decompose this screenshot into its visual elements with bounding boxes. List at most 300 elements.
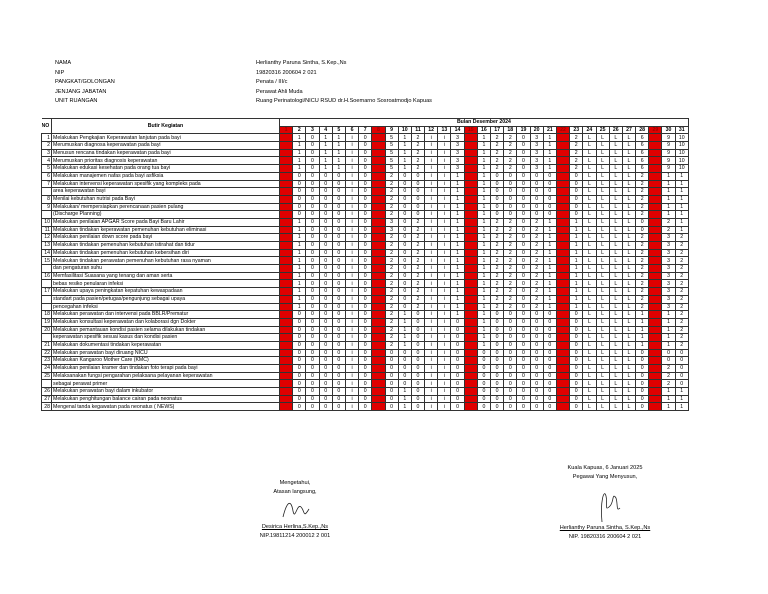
- day-value: i: [345, 218, 358, 226]
- day-value: 0: [517, 172, 530, 180]
- day-value: 1: [319, 134, 332, 142]
- day-value: 0: [319, 188, 332, 196]
- day-value: 1: [570, 249, 583, 257]
- day-value: 0: [543, 180, 556, 188]
- day-value: 3: [662, 272, 675, 280]
- activity-text: Menusun rencana tindakan keperawatan pada bayi: [52, 149, 280, 157]
- day-value: 0: [451, 334, 464, 342]
- day-value: 1: [293, 303, 306, 311]
- day-value: L: [609, 218, 622, 226]
- day-value: 0: [636, 226, 649, 234]
- day-value: 1: [451, 295, 464, 303]
- day-value: [464, 234, 477, 242]
- day-value: 0: [477, 403, 490, 411]
- day-value: 0: [319, 334, 332, 342]
- day-value: L: [622, 188, 635, 196]
- day-value: [556, 157, 569, 165]
- day-value: i: [438, 218, 451, 226]
- day-value: [464, 226, 477, 234]
- day-value: L: [583, 318, 596, 326]
- day-header: 7: [359, 126, 372, 134]
- day-value: 1: [398, 142, 411, 150]
- day-value: i: [425, 218, 438, 226]
- day-value: 0: [504, 211, 517, 219]
- day-value: [372, 234, 385, 242]
- day-value: 2: [411, 265, 424, 273]
- day-value: i: [425, 318, 438, 326]
- day-value: 1: [675, 180, 688, 188]
- day-value: [556, 388, 569, 396]
- day-value: 0: [517, 149, 530, 157]
- day-value: 0: [319, 203, 332, 211]
- day-value: [372, 134, 385, 142]
- day-value: L: [596, 280, 609, 288]
- day-value: 0: [293, 311, 306, 319]
- day-value: 1: [675, 395, 688, 403]
- day-value: 1: [293, 272, 306, 280]
- day-value: 1: [543, 295, 556, 303]
- day-value: L: [622, 203, 635, 211]
- day-value: 0: [332, 226, 345, 234]
- day-value: 0: [491, 311, 504, 319]
- activity-text: Melakukan manajemen nafas pada bayi asfiksia: [52, 172, 280, 180]
- table-row: [42, 395, 689, 403]
- day-value: 0: [398, 380, 411, 388]
- day-value: 0: [306, 142, 319, 150]
- day-value: 0: [675, 380, 688, 388]
- day-value: 10: [675, 134, 688, 142]
- day-value: 1: [570, 234, 583, 242]
- day-value: L: [583, 195, 596, 203]
- day-value: i: [425, 295, 438, 303]
- day-value: [280, 380, 293, 388]
- day-value: 2: [411, 149, 424, 157]
- day-value: 0: [477, 388, 490, 396]
- activity-text: Melakukan intervensi keperawatan spesifik yang kompleks pada: [52, 180, 280, 188]
- day-value: 0: [398, 272, 411, 280]
- day-value: 0: [293, 334, 306, 342]
- day-value: i: [438, 288, 451, 296]
- day-value: 0: [332, 188, 345, 196]
- day-value: 3: [530, 134, 543, 142]
- day-value: 0: [570, 211, 583, 219]
- day-value: [372, 388, 385, 396]
- day-value: [649, 334, 662, 342]
- day-value: 2: [504, 280, 517, 288]
- day-value: 10: [675, 165, 688, 173]
- day-value: 0: [319, 380, 332, 388]
- day-value: [649, 295, 662, 303]
- day-value: 0: [293, 326, 306, 334]
- day-value: 0: [306, 195, 319, 203]
- activity-text: Melakukan tindakan keperawatan pemenuhan kebutuhan eliminasi: [52, 226, 280, 234]
- table-row: [42, 249, 689, 257]
- day-value: [556, 357, 569, 365]
- day-value: L: [596, 349, 609, 357]
- day-value: 3: [662, 249, 675, 257]
- day-value: [556, 318, 569, 326]
- day-value: 1: [451, 288, 464, 296]
- day-value: [280, 265, 293, 273]
- day-value: 1: [477, 272, 490, 280]
- right-sig-line2: Pegawai Yang Menyusun,: [572, 474, 638, 480]
- day-value: [556, 211, 569, 219]
- day-value: i: [425, 365, 438, 373]
- day-value: 2: [662, 218, 675, 226]
- day-value: 2: [385, 195, 398, 203]
- day-value: i: [345, 341, 358, 349]
- day-value: L: [583, 395, 596, 403]
- day-value: [280, 326, 293, 334]
- day-value: 2: [504, 242, 517, 250]
- row-number: [42, 265, 52, 273]
- day-value: [649, 388, 662, 396]
- day-value: 1: [477, 265, 490, 273]
- day-value: i: [438, 149, 451, 157]
- day-value: i: [425, 249, 438, 257]
- day-value: 6: [636, 165, 649, 173]
- left-sig-name: Desirica Herlina,S.Kep.,Ns: [261, 524, 329, 530]
- day-value: [280, 311, 293, 319]
- day-value: L: [596, 380, 609, 388]
- day-value: 0: [306, 226, 319, 234]
- day-value: L: [583, 226, 596, 234]
- day-value: L: [583, 249, 596, 257]
- day-value: [649, 280, 662, 288]
- day-value: i: [425, 149, 438, 157]
- day-value: 5: [385, 165, 398, 173]
- day-value: 1: [293, 218, 306, 226]
- day-value: 2: [570, 142, 583, 150]
- day-value: L: [583, 288, 596, 296]
- day-value: L: [609, 226, 622, 234]
- day-value: 0: [517, 218, 530, 226]
- day-value: 0: [293, 195, 306, 203]
- day-value: 0: [398, 372, 411, 380]
- day-value: 0: [636, 349, 649, 357]
- day-value: 1: [636, 341, 649, 349]
- day-value: 0: [359, 280, 372, 288]
- day-value: [649, 365, 662, 373]
- day-value: 0: [319, 242, 332, 250]
- row-number: [42, 188, 52, 196]
- day-value: 2: [636, 272, 649, 280]
- day-value: 0: [319, 218, 332, 226]
- day-value: 2: [385, 211, 398, 219]
- day-value: 1: [662, 195, 675, 203]
- day-value: 0: [359, 211, 372, 219]
- day-value: 0: [543, 365, 556, 373]
- day-value: 2: [636, 257, 649, 265]
- day-value: 0: [332, 388, 345, 396]
- day-value: 5: [385, 157, 398, 165]
- day-value: i: [345, 172, 358, 180]
- day-value: 1: [543, 303, 556, 311]
- day-value: 2: [491, 234, 504, 242]
- row-number: 17: [42, 288, 52, 296]
- day-value: 0: [306, 326, 319, 334]
- day-value: 0: [543, 357, 556, 365]
- day-value: 0: [359, 372, 372, 380]
- day-value: L: [622, 280, 635, 288]
- day-value: 0: [411, 357, 424, 365]
- table-row: [42, 388, 689, 396]
- day-value: 0: [385, 380, 398, 388]
- day-value: 1: [477, 326, 490, 334]
- day-value: 0: [517, 188, 530, 196]
- day-value: 1: [636, 311, 649, 319]
- day-value: L: [622, 395, 635, 403]
- day-value: 0: [398, 218, 411, 226]
- day-value: [280, 257, 293, 265]
- day-value: 0: [359, 403, 372, 411]
- day-value: 0: [359, 165, 372, 173]
- day-value: [464, 326, 477, 334]
- day-value: 0: [359, 157, 372, 165]
- row-number: 13: [42, 242, 52, 250]
- day-value: 2: [411, 242, 424, 250]
- day-value: i: [425, 341, 438, 349]
- day-value: 5: [385, 149, 398, 157]
- day-value: L: [583, 272, 596, 280]
- day-value: [464, 372, 477, 380]
- day-value: 0: [306, 249, 319, 257]
- day-value: L: [596, 134, 609, 142]
- day-value: [464, 188, 477, 196]
- table-row: [42, 165, 689, 173]
- activity-text: bebas resiko penularan infeksi: [52, 280, 280, 288]
- day-value: 1: [293, 149, 306, 157]
- table-header-row-1: [42, 119, 689, 127]
- day-value: L: [583, 334, 596, 342]
- day-value: L: [596, 372, 609, 380]
- day-value: 1: [451, 234, 464, 242]
- day-value: 1: [293, 157, 306, 165]
- day-value: 0: [398, 265, 411, 273]
- day-value: 0: [385, 388, 398, 396]
- activity-text: Melakukan konsultasi keperawatan dan kolaborasi dgn Dokter: [52, 318, 280, 326]
- day-value: i: [425, 203, 438, 211]
- day-value: 2: [411, 234, 424, 242]
- day-value: 2: [675, 318, 688, 326]
- day-value: 0: [491, 334, 504, 342]
- day-value: 1: [543, 272, 556, 280]
- day-value: [372, 218, 385, 226]
- day-value: i: [345, 403, 358, 411]
- day-value: 0: [359, 218, 372, 226]
- day-value: 1: [477, 295, 490, 303]
- activity-text: Melakukan pemantauan kondisi pasien selama dilakukan tindakan: [52, 326, 280, 334]
- day-value: 2: [636, 180, 649, 188]
- day-value: i: [438, 365, 451, 373]
- day-value: 1: [477, 188, 490, 196]
- day-value: L: [609, 326, 622, 334]
- day-value: 0: [543, 388, 556, 396]
- day-value: 2: [491, 226, 504, 234]
- day-value: i: [345, 249, 358, 257]
- activity-text: Melakukan edukasi kesehatan pada orang tua bayi: [52, 165, 280, 173]
- day-value: [556, 326, 569, 334]
- day-value: 3: [530, 157, 543, 165]
- day-value: 0: [306, 303, 319, 311]
- day-value: 1: [293, 295, 306, 303]
- day-value: [280, 365, 293, 373]
- day-value: 0: [517, 249, 530, 257]
- day-value: 1: [543, 288, 556, 296]
- day-value: L: [622, 372, 635, 380]
- day-value: 0: [306, 203, 319, 211]
- day-value: 2: [411, 295, 424, 303]
- day-value: [372, 280, 385, 288]
- day-value: 1: [477, 234, 490, 242]
- day-value: 10: [675, 157, 688, 165]
- label-nama: NAMA: [55, 60, 72, 66]
- day-value: L: [583, 311, 596, 319]
- day-value: L: [609, 288, 622, 296]
- day-value: 0: [530, 395, 543, 403]
- day-value: 0: [293, 403, 306, 411]
- day-value: 1: [477, 157, 490, 165]
- day-value: L: [622, 172, 635, 180]
- day-value: [372, 203, 385, 211]
- day-value: 0: [411, 395, 424, 403]
- day-value: 3: [662, 265, 675, 273]
- day-value: 1: [332, 165, 345, 173]
- day-value: [464, 172, 477, 180]
- day-value: 0: [319, 341, 332, 349]
- day-value: 0: [411, 211, 424, 219]
- day-value: 0: [359, 349, 372, 357]
- day-value: 0: [530, 334, 543, 342]
- day-value: 2: [530, 265, 543, 273]
- day-value: i: [345, 211, 358, 219]
- day-value: 0: [332, 295, 345, 303]
- day-value: 0: [504, 334, 517, 342]
- day-value: 0: [293, 365, 306, 373]
- day-header: 6: [345, 126, 358, 134]
- day-value: 0: [359, 365, 372, 373]
- day-value: i: [345, 180, 358, 188]
- day-value: 1: [451, 226, 464, 234]
- day-value: 1: [675, 172, 688, 180]
- day-value: L: [596, 218, 609, 226]
- day-value: 0: [293, 388, 306, 396]
- day-value: L: [609, 134, 622, 142]
- day-value: 0: [411, 403, 424, 411]
- day-value: 2: [570, 134, 583, 142]
- day-value: L: [596, 272, 609, 280]
- day-value: 0: [332, 334, 345, 342]
- day-value: [556, 180, 569, 188]
- day-value: L: [622, 226, 635, 234]
- day-value: 0: [398, 211, 411, 219]
- day-value: 2: [504, 157, 517, 165]
- table-row: [42, 349, 689, 357]
- day-value: 3: [451, 134, 464, 142]
- activity-text: area keperawatan bayi: [52, 188, 280, 196]
- day-value: 0: [359, 380, 372, 388]
- day-value: 1: [451, 195, 464, 203]
- day-value: [464, 380, 477, 388]
- day-value: [649, 226, 662, 234]
- day-value: 0: [530, 380, 543, 388]
- day-value: 1: [451, 257, 464, 265]
- day-value: 2: [385, 341, 398, 349]
- day-value: [280, 234, 293, 242]
- day-value: [464, 265, 477, 273]
- day-header: 8: [372, 126, 385, 134]
- day-value: i: [438, 234, 451, 242]
- day-value: 0: [385, 365, 398, 373]
- day-value: 0: [359, 288, 372, 296]
- day-value: i: [345, 357, 358, 365]
- day-value: 0: [398, 303, 411, 311]
- day-value: 1: [477, 280, 490, 288]
- day-value: 0: [332, 349, 345, 357]
- day-value: 0: [359, 326, 372, 334]
- day-value: 0: [332, 365, 345, 373]
- day-value: 1: [477, 218, 490, 226]
- day-value: 0: [530, 349, 543, 357]
- day-value: 0: [306, 242, 319, 250]
- day-value: 1: [451, 180, 464, 188]
- day-value: [464, 149, 477, 157]
- day-value: L: [609, 265, 622, 273]
- day-value: [372, 172, 385, 180]
- day-value: i: [438, 341, 451, 349]
- day-value: 2: [530, 295, 543, 303]
- day-value: [280, 242, 293, 250]
- day-value: [464, 242, 477, 250]
- day-value: 0: [675, 365, 688, 373]
- day-value: L: [596, 311, 609, 319]
- day-value: 0: [293, 203, 306, 211]
- day-value: 1: [293, 249, 306, 257]
- row-number: [42, 211, 52, 219]
- day-value: L: [609, 403, 622, 411]
- day-value: 2: [385, 203, 398, 211]
- day-value: 0: [517, 318, 530, 326]
- table-row: [42, 326, 689, 334]
- day-value: 9: [662, 134, 675, 142]
- day-value: L: [609, 303, 622, 311]
- activity-text: (Discharge Planning): [52, 211, 280, 219]
- day-value: 2: [636, 211, 649, 219]
- day-value: 0: [530, 180, 543, 188]
- day-value: 3: [451, 165, 464, 173]
- day-value: 0: [662, 357, 675, 365]
- day-value: [372, 311, 385, 319]
- day-value: L: [583, 303, 596, 311]
- day-value: 0: [517, 195, 530, 203]
- row-number: 7: [42, 180, 52, 188]
- day-value: [649, 180, 662, 188]
- day-value: 0: [359, 180, 372, 188]
- day-value: 1: [543, 142, 556, 150]
- day-value: 0: [675, 372, 688, 380]
- day-value: i: [345, 388, 358, 396]
- day-value: [556, 249, 569, 257]
- day-value: L: [596, 303, 609, 311]
- left-sig-line2: Atasan langsung,: [273, 489, 317, 495]
- day-value: 0: [543, 380, 556, 388]
- day-value: i: [425, 395, 438, 403]
- day-value: 0: [451, 372, 464, 380]
- day-value: 0: [411, 311, 424, 319]
- day-value: 0: [306, 365, 319, 373]
- day-value: L: [622, 311, 635, 319]
- day-value: 0: [477, 395, 490, 403]
